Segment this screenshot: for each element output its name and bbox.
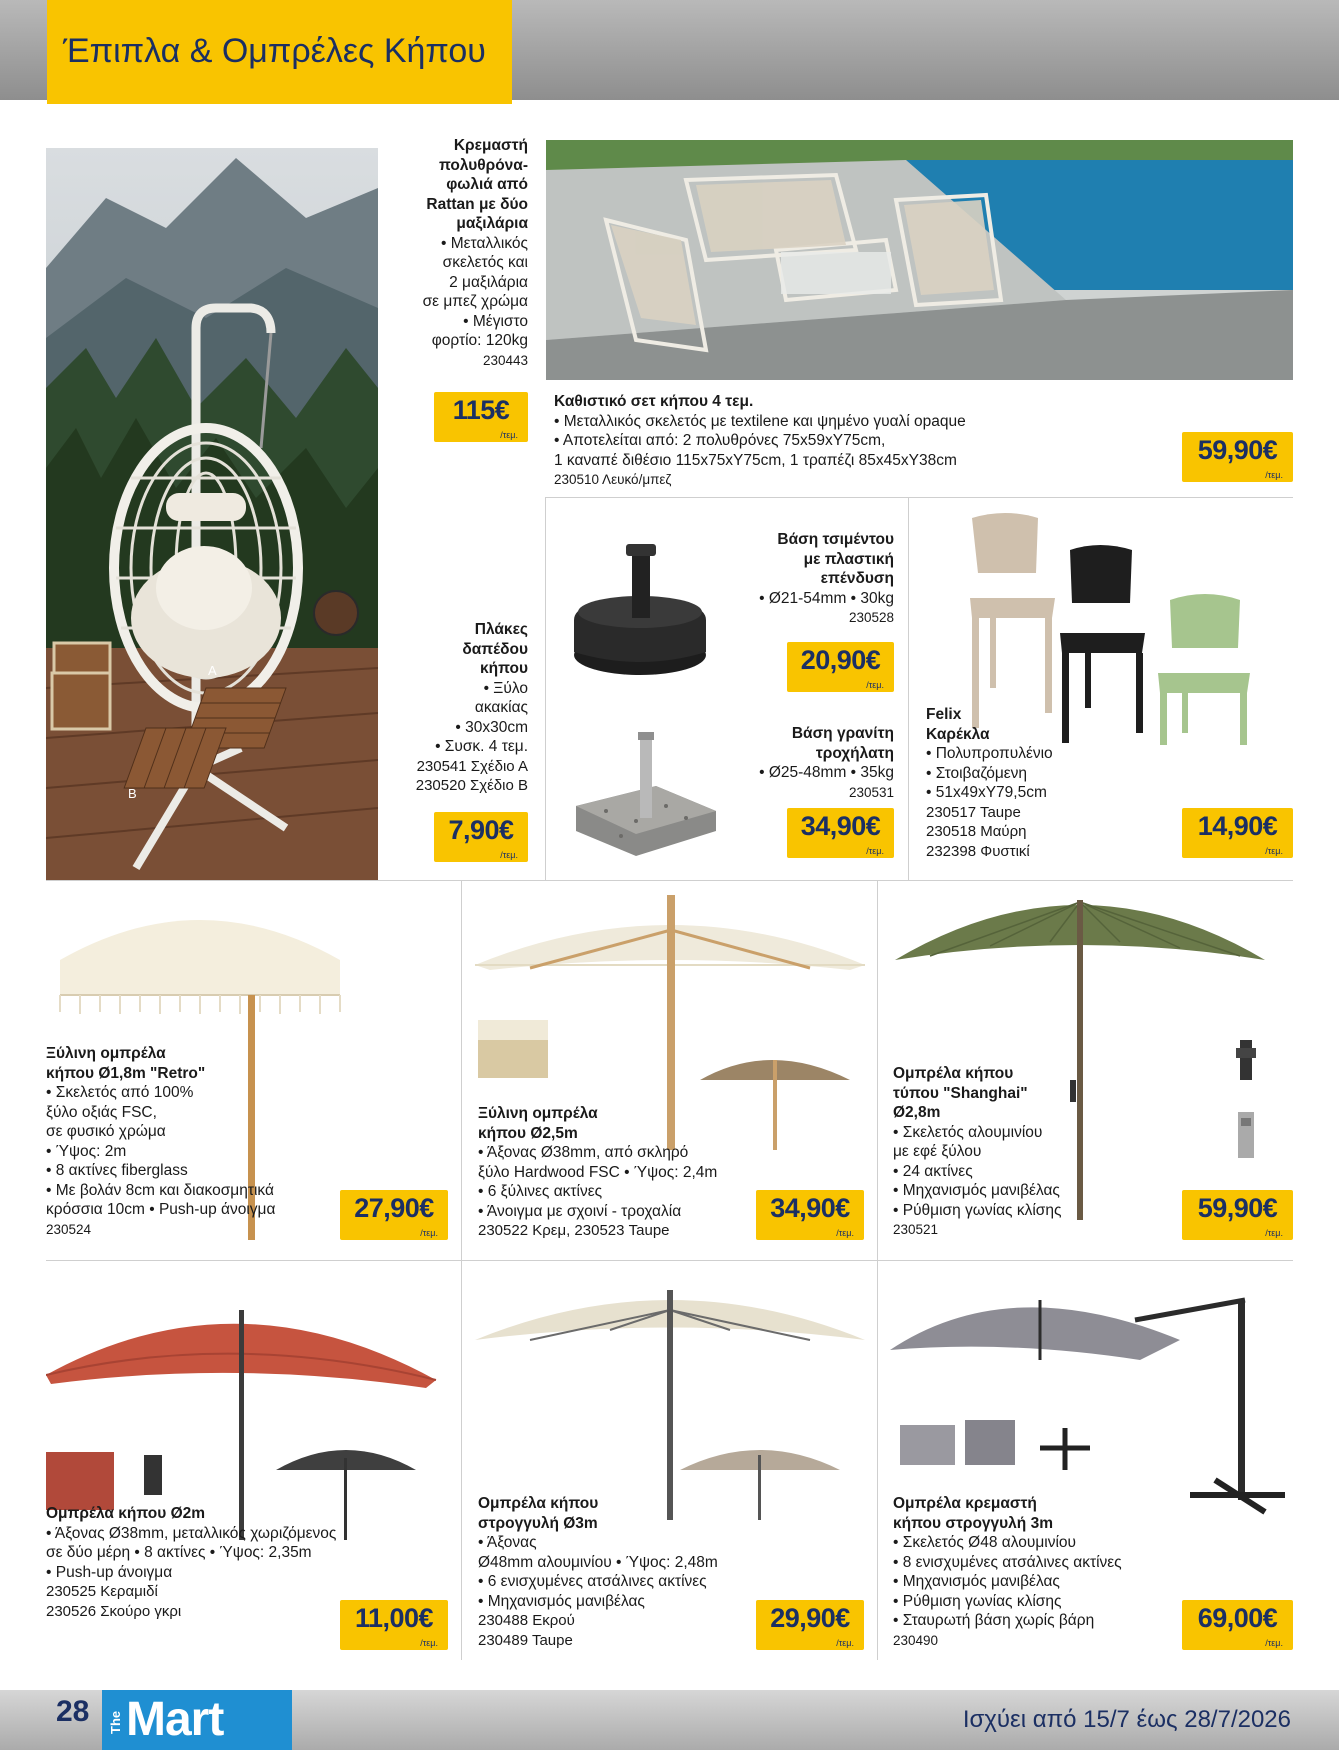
felix-chair-price: 14,90€ /τεμ. <box>1182 808 1293 858</box>
round-umbrella-photo <box>470 1280 870 1520</box>
round-umbrella-desc: Ομπρέλα κήπου στρογγυλή Ø3m • Άξονας Ø48mm αλουμινίου • Ύψος: 2,48m • 6 ενισχυμένες ατσάλινες ακτίνες • Μηχανισμός μανιβέλας 230488 Εκρού 230489 Taupe <box>478 1495 718 1649</box>
logo-prefix: The <box>108 1710 123 1734</box>
umbrella-2m-desc: Ομπρέλα κήπου Ø2m • Άξονας Ø38mm, μεταλλικός χωριζόμενος σε δύο μέρη • 8 ακτίνες • Ύψος: 2,35m • Push-up άνοιγμα 230525 Κεραμιδί 230526 Σκούρο γκρι <box>46 1505 337 1620</box>
divider <box>877 1260 878 1660</box>
floor-tiles-desc: Πλάκες δαπέδου κήπου • Ξύλο ακακίας • 30x30cm • Συσκ. 4 τεμ. 230541 Σχέδιο Α 230520 Σχέδιο Β <box>415 621 528 794</box>
brand-logo <box>102 1690 292 1750</box>
granite-base-price: 34,90€ /τεμ. <box>787 808 894 858</box>
divider <box>908 497 909 880</box>
hanging-umbrella-photo <box>890 1280 1290 1520</box>
hanging-chair-desc: Κρεμαστή πολυθρόνα- φωλιά από Rattan με δύο μαξιλάρια • Μεταλλικός σκελετός και 2 μαξιλάρια σε μπεζ χρώμα • Μέγιστο φορτίο: 120kg 230443 <box>422 137 528 368</box>
divider <box>46 880 1293 881</box>
umbrella-2m-photo <box>46 1280 456 1540</box>
retro-umbrella-price: 27,90€ /τεμ. <box>340 1190 448 1240</box>
cement-base-photo <box>568 540 718 680</box>
wood-umbrella-desc: Ξύλινη ομπρέλα κήπου Ø2,5m • Άξονας Ø38mm, από σκληρό ξύλο Hardwood FSC • Ύψος: 2,4m • 6 ξύλινες ακτίνες • Άνοιγμα με σχοινί - τροχαλία 230522 Κρεμ, 230523 Taupe <box>478 1105 718 1239</box>
divider <box>877 880 878 1260</box>
garden-set-desc: Καθιστικό σετ κήπου 4 τεμ. • Μεταλλικός σκελετός με textilene και ψημένο γυαλί opaque • Αποτελείται από: 2 πολυθρόνες 75x59xY75cm, 1 καναπέ διθέσιο 115x75xY75cm, 1 τραπέζι 85x45xY38cm 230510 Λευκό/μπεζ <box>554 393 966 487</box>
floor-tiles-price: 7,90€ /τεμ. <box>434 812 528 862</box>
divider <box>46 1260 1293 1261</box>
garden-set-photo <box>546 140 1293 380</box>
tile-label-b: B <box>128 786 137 801</box>
hanging-umbrella-price: 69,00€ /τεμ. <box>1182 1600 1293 1650</box>
cement-base-price: 20,90€ /τεμ. <box>787 642 894 692</box>
round-umbrella-price: 29,90€ /τεμ. <box>756 1600 864 1650</box>
umbrella-2m-price: 11,00€ /τεμ. <box>340 1600 448 1650</box>
wood-umbrella-price: 34,90€ /τεμ. <box>756 1190 864 1240</box>
garden-set-price: 59,90€ /τεμ. <box>1182 432 1293 482</box>
page-title: Έπιπλα & Ομπρέλες Κήπου <box>63 32 486 70</box>
tile-label-a: A <box>208 663 217 678</box>
hanging-umbrella-desc: Ομπρέλα κρεμαστή κήπου στρογγυλή 3m • Σκελετός Ø48 αλουμινίου • 8 ενισχυμένες ατσάλινες ακτίνες • Μηχανισμός μανιβέλας • Ρύθμιση γωνίας κλίσης • Σταυρωτή βάση χωρίς βάρη 230490 <box>893 1495 1122 1648</box>
divider <box>461 1260 462 1660</box>
felix-chair-desc: Felix Καρέκλα • Πολυπροπυλένιο • Στοιβαζόμενη • 51x49xY79,5cm 230517 Taupe 230518 Μαύρη 232398 Φυστικί <box>926 706 1053 860</box>
cement-base-desc: Βάση τσιμέντου με πλαστική επένδυση • Ø21-54mm • 30kg 230528 <box>759 531 894 625</box>
divider <box>546 497 1293 498</box>
granite-base-desc: Βάση γρανίτη τροχήλατη • Ø25-48mm • 35kg 230531 <box>759 725 894 800</box>
divider <box>545 497 546 880</box>
divider <box>461 880 462 1260</box>
logo-text: Mart <box>126 1693 224 1746</box>
page-number: 28 <box>56 1695 90 1728</box>
shanghai-umbrella-desc: Ομπρέλα κήπου τύπου "Shanghai" Ø2,8m • Σκελετός αλουμινίου με εφέ ξύλου • 24 ακτίνες • Μηχανισμός μανιβέλας • Ρύθμιση γωνίας κλίσης 230521 <box>893 1065 1062 1237</box>
granite-base-photo <box>566 726 726 866</box>
validity-text: Ισχύει από 15/7 έως 28/7/2026 <box>962 1706 1291 1733</box>
section-title-box <box>47 0 512 104</box>
retro-umbrella-desc: Ξύλινη ομπρέλα κήπου Ø1,8m "Retro" • Σκελετός από 100% ξύλο οξιάς FSC, σε φυσικό χρώμα • Ύψος: 2m • 8 ακτίνες fiberglass • Με βολάν 8cm και διακοσμητικά κρόσσια 10cm • Push-up άνοιγμα 230524 <box>46 1045 276 1237</box>
shanghai-umbrella-price: 59,90€ /τεμ. <box>1182 1190 1293 1240</box>
hanging-chair-price: 115€ /τεμ. <box>434 392 528 442</box>
